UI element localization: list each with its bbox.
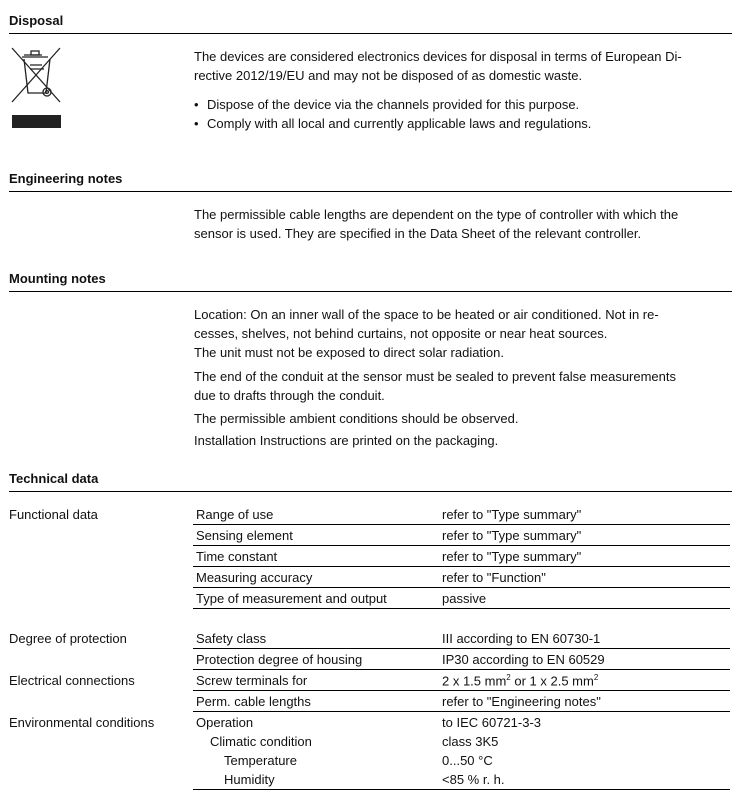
disposal-paragraph (194, 47, 724, 85)
row-key: Measuring accuracy (196, 570, 313, 585)
text-line: Location: On an inner wall of the space to be heated or air conditioned. Not in re- (194, 307, 659, 322)
value-part: or 1 x 2.5 mm (510, 673, 594, 689)
text-line: sensor is used. They are specified in the Data Sheet of the relevant controller. (194, 226, 642, 241)
section-title-technical-data: Technical data (9, 471, 99, 486)
divider (9, 33, 732, 34)
row-key: Climatic condition (210, 734, 312, 749)
mounting-paragraph-3: The permissible ambient conditions should be observed. (194, 411, 519, 426)
row-key: Safety class (196, 631, 267, 646)
group-label-electrical-connections: Electrical connections (9, 673, 135, 688)
row-key: Sensing element (196, 528, 293, 543)
row-value: class 3K5 (442, 734, 499, 749)
row-value: <85 % r. h. (442, 772, 505, 787)
row-value: III according to EN 60730-1 (442, 631, 601, 646)
text-line: cesses, shelves, not behind curtains, not opposite or near heat sources. (194, 326, 608, 341)
group-label-degree-of-protection: Degree of protection (9, 631, 127, 646)
text-line: due to drafts through the conduit. (194, 388, 385, 403)
text-line: rective 2012/19/EU and may not be disposed of as domestic waste. (194, 68, 583, 83)
mounting-paragraph-4: Installation Instructions are printed on the packaging. (194, 433, 499, 448)
value-part: 2 x 1.5 mm (442, 673, 507, 689)
row-key: Humidity (224, 772, 275, 787)
crossed-out-wheelie-bin-icon (10, 45, 62, 129)
divider (9, 291, 732, 292)
table-row (193, 670, 730, 691)
row-value: refer to "Function" (442, 570, 546, 585)
row-key: Perm. cable lengths (196, 694, 311, 709)
text-line: The end of the conduit at the sensor must be sealed to prevent false measurements (194, 369, 677, 384)
row-value: refer to "Type summary" (442, 507, 582, 522)
mounting-paragraph-1 (194, 305, 724, 362)
table-row (193, 567, 730, 588)
table-row (193, 712, 730, 731)
superscript: 2 (506, 673, 511, 682)
disposal-bullet-list (194, 95, 591, 133)
text-line: The unit must not be exposed to direct solar radiation. (194, 345, 505, 360)
row-key: Protection degree of housing (196, 652, 363, 667)
divider (9, 491, 732, 492)
section-title-engineering-notes: Engineering notes (9, 171, 123, 186)
table-row (193, 750, 730, 769)
list-item (194, 95, 591, 114)
table-row (193, 628, 730, 649)
row-key: Screw terminals for (196, 673, 308, 688)
bullet-text: Comply with all local and currently applicable laws and regulations. (207, 116, 592, 131)
row-value: refer to "Engineering notes" (442, 694, 601, 709)
mounting-paragraph-2 (194, 367, 724, 405)
table-row (193, 769, 730, 790)
row-key: Type of measurement and output (196, 591, 387, 606)
text-line: The devices are considered electronics devices for disposal in terms of European Di- (194, 49, 682, 64)
table-row (193, 504, 730, 525)
section-title-mounting-notes: Mounting notes (9, 271, 106, 286)
divider (9, 191, 732, 192)
bullet-text: Dispose of the device via the channels provided for this purpose. (207, 97, 580, 112)
engineering-paragraph (194, 205, 724, 243)
row-key: Time constant (196, 549, 278, 564)
table-row (193, 649, 730, 670)
row-key: Operation (196, 715, 254, 730)
row-value: refer to "Type summary" (442, 528, 582, 543)
text-line: The permissible cable lengths are dependent on the type of controller with which the (194, 207, 679, 222)
list-item (194, 114, 591, 133)
row-key: Temperature (224, 753, 297, 768)
bullet-icon: • (194, 116, 199, 131)
row-value: to IEC 60721-3-3 (442, 715, 542, 730)
table-row (193, 691, 730, 712)
group-label-functional-data: Functional data (9, 507, 98, 522)
superscript: 2 (593, 673, 599, 682)
row-value (442, 673, 598, 688)
table-row (193, 731, 730, 750)
section-title-disposal: Disposal (9, 13, 64, 28)
table-row (193, 525, 730, 546)
table-row (193, 546, 730, 567)
row-key: Range of use (196, 507, 274, 522)
table-row (193, 588, 730, 609)
bullet-icon: • (194, 97, 199, 112)
row-value: 0...50 °C (442, 753, 493, 768)
row-value: IP30 according to EN 60529 (442, 652, 605, 667)
group-label-environmental-conditions: Environmental conditions (9, 715, 155, 730)
row-value: refer to "Type summary" (442, 549, 582, 564)
row-value: passive (442, 591, 487, 606)
